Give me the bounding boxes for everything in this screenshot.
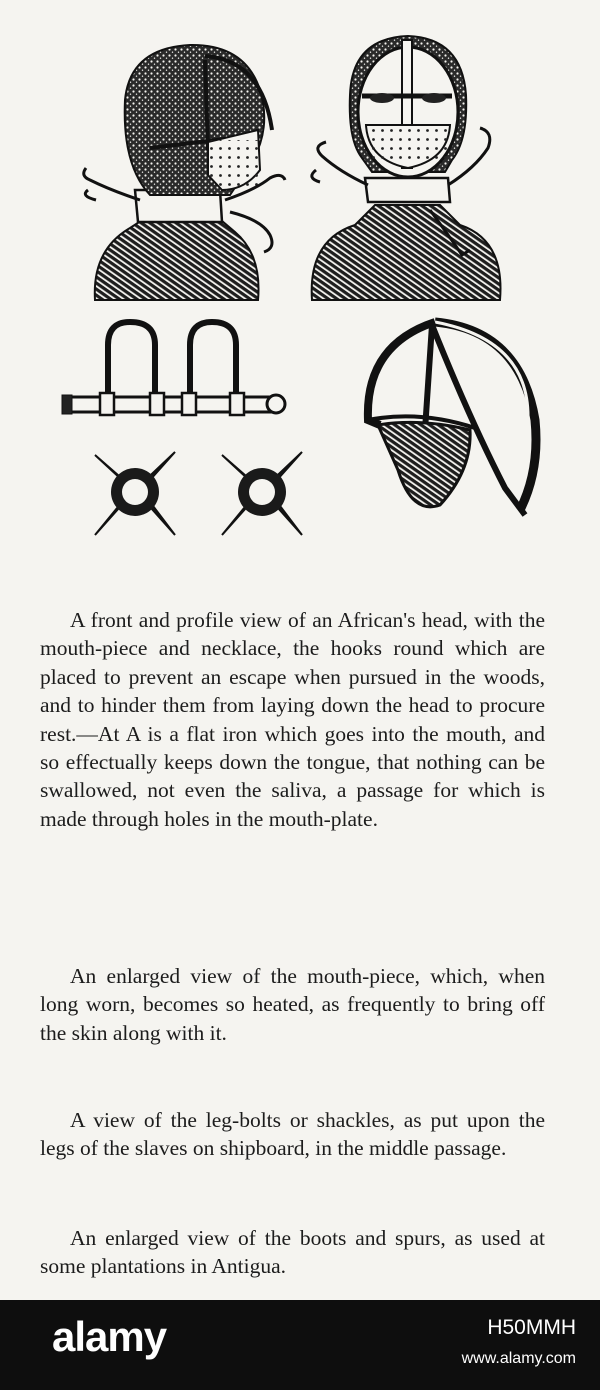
caption-mouth-piece: An enlarged view of the mouth-piece, which, when long worn, becomes so heated, as frequently to bring off the skin along with it. [40, 964, 545, 1045]
engraving-illustration [0, 0, 600, 560]
caption-head-views: A front and profile view of an African's head, with the mouth-piece and necklace, the hooks round which are placed to prevent an escape when pursued in the woods, and to hinder them from laying down the head to procure rest.—At A is a flat iron which goes into the mouth, and so effectually keeps down the tongue, that nothing can be swallowed, not even the saliva, a passage for which is made through holes in the mouth-plate. [40, 608, 545, 831]
caption-boots-spurs: An enlarged view of the boots and spurs, as used at some plantations in Antigua. [40, 1226, 545, 1279]
image-id: H50MMH [487, 1316, 576, 1339]
site-url: www.alamy.com [461, 1350, 576, 1367]
mouth-piece-enlarged [368, 322, 536, 515]
front-head-figure [312, 36, 501, 300]
caption-leg-bolts: A view of the leg-bolts or shackles, as put upon the legs of the slaves on shipboard, in the middle passage. [40, 1108, 545, 1161]
profile-head-figure [84, 45, 285, 300]
leg-bolts-shackles [62, 322, 285, 415]
spurs [95, 452, 302, 535]
alamy-logo: alamy [52, 1313, 167, 1360]
